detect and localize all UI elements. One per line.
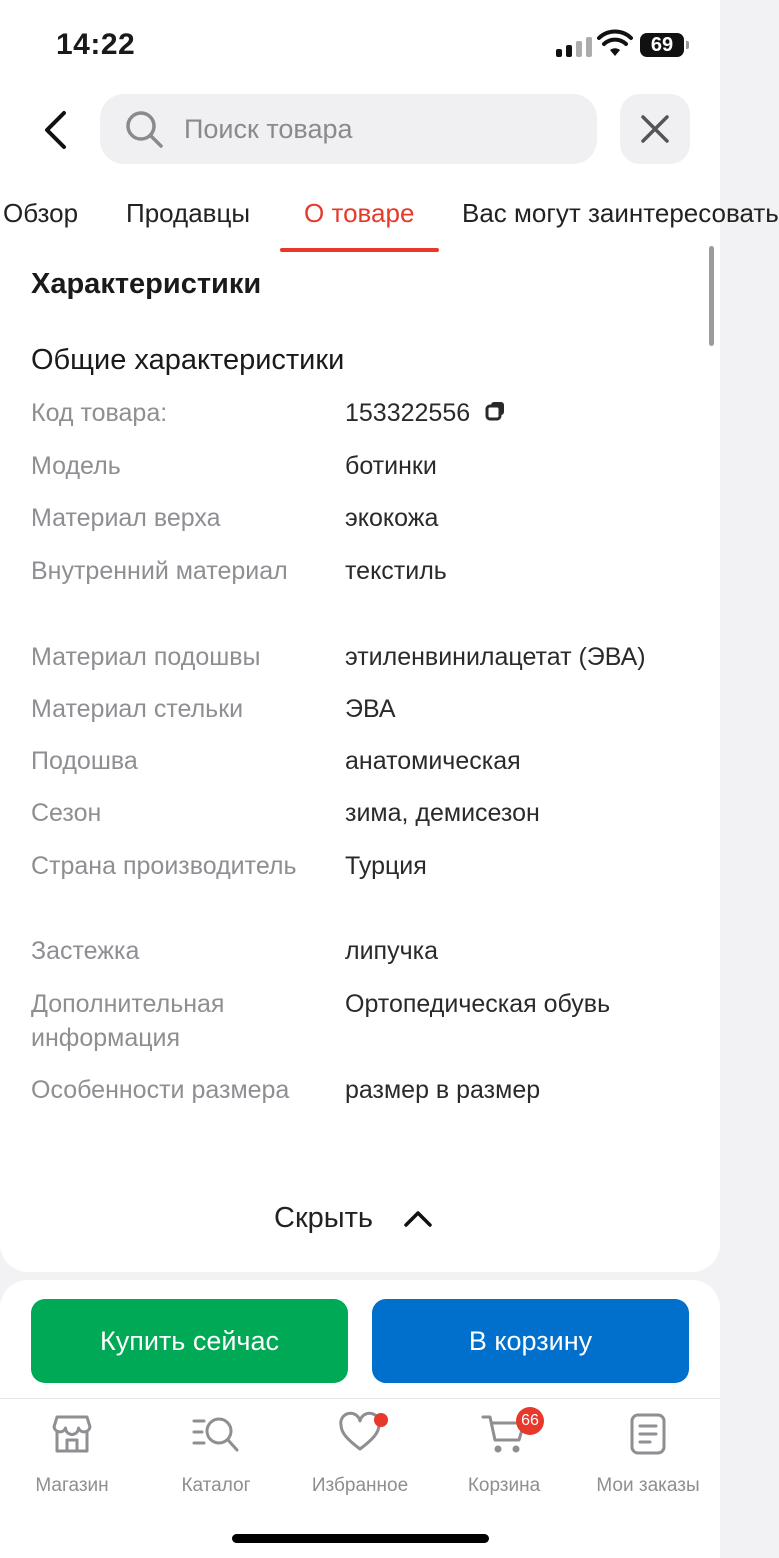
nav-label: Магазин bbox=[35, 1475, 109, 1496]
tab-about-product[interactable]: О товаре bbox=[304, 198, 415, 228]
spec-value: экокожа bbox=[345, 504, 439, 532]
home-indicator bbox=[232, 1534, 489, 1543]
spec-value: анатомическая bbox=[345, 747, 521, 775]
spec-value: этиленвинилацетат (ЭВА) bbox=[345, 643, 646, 671]
spec-value: размер в размер bbox=[345, 1076, 541, 1104]
spec-key: Внутренний материал bbox=[31, 557, 288, 585]
characteristics-card bbox=[0, 256, 720, 1272]
spec-key: Застежка bbox=[31, 937, 140, 965]
status-time: 14:22 bbox=[56, 28, 136, 61]
nav-label: Избранное bbox=[311, 1475, 409, 1496]
spec-value: Турция bbox=[345, 852, 427, 880]
spec-key: Дополнительная информация bbox=[31, 990, 225, 1052]
copy-icon[interactable] bbox=[485, 400, 507, 422]
tab-overview[interactable]: Обзор bbox=[3, 198, 79, 228]
search-placeholder: Поиск товара bbox=[184, 114, 353, 144]
product-tabs bbox=[0, 184, 779, 254]
cellular-signal-icon bbox=[556, 35, 592, 57]
battery-indicator: 69 bbox=[640, 33, 684, 57]
spec-key: Страна производитель bbox=[31, 852, 297, 880]
header bbox=[0, 88, 779, 256]
favorites-dot-indicator bbox=[374, 1413, 388, 1427]
spec-key: Материал подошвы bbox=[31, 643, 261, 671]
nav-item-orders[interactable] bbox=[576, 1413, 720, 1497]
nav-label: Корзина bbox=[467, 1475, 541, 1496]
spec-key: Код товара: bbox=[31, 399, 168, 427]
general-characteristics-title: Общие характеристики bbox=[31, 344, 345, 376]
spec-key: Материал верха bbox=[31, 504, 221, 532]
catalog-search-icon bbox=[192, 1413, 240, 1455]
nav-label: Каталог bbox=[181, 1475, 251, 1496]
close-icon bbox=[640, 114, 670, 144]
search-input[interactable] bbox=[100, 94, 597, 164]
cart-count-badge: 66 bbox=[516, 1407, 544, 1435]
tab-sellers[interactable]: Продавцы bbox=[126, 198, 251, 228]
status-bar bbox=[0, 0, 720, 88]
action-bar bbox=[0, 1280, 720, 1398]
spec-value: текстиль bbox=[345, 557, 447, 585]
chevron-left-icon bbox=[42, 110, 68, 150]
search-icon bbox=[124, 109, 164, 149]
collapse-button[interactable] bbox=[274, 1202, 433, 1235]
product-code: 153322556 bbox=[345, 399, 471, 427]
close-search-button[interactable] bbox=[620, 94, 690, 164]
collapse-label: Скрыть bbox=[274, 1202, 373, 1234]
nav-item-catalog[interactable] bbox=[144, 1413, 288, 1497]
spec-value: Ортопедическая обувь bbox=[345, 990, 611, 1018]
spec-value: ЭВА bbox=[345, 695, 396, 723]
spec-key: Сезон bbox=[31, 799, 102, 827]
scrollbar[interactable] bbox=[709, 246, 714, 346]
spec-key: Подошва bbox=[31, 747, 138, 775]
spec-key: Модель bbox=[31, 452, 121, 480]
spec-value: ботинки bbox=[345, 452, 437, 480]
nav-item-shop[interactable] bbox=[0, 1413, 144, 1497]
nav-item-cart[interactable] bbox=[432, 1413, 576, 1497]
spec-value: зима, демисезон bbox=[345, 799, 540, 827]
spec-key: Материал стельки bbox=[31, 695, 244, 723]
active-tab-indicator bbox=[280, 248, 439, 252]
shop-icon bbox=[51, 1413, 93, 1455]
nav-label: Мои заказы bbox=[596, 1475, 700, 1496]
characteristics-title: Характеристики bbox=[31, 268, 262, 300]
orders-icon bbox=[630, 1413, 666, 1455]
tab-recommendations[interactable]: Вас могут заинтересовать bbox=[462, 198, 779, 228]
buy-now-button[interactable]: Купить сейчас bbox=[31, 1299, 348, 1383]
wifi-icon bbox=[598, 32, 632, 58]
spec-value bbox=[345, 396, 705, 430]
nav-item-favorites[interactable] bbox=[288, 1413, 432, 1497]
chevron-up-icon bbox=[403, 1210, 433, 1228]
spec-key: Особенности размера bbox=[31, 1076, 290, 1104]
spec-value: липучка bbox=[345, 937, 439, 965]
back-button[interactable] bbox=[30, 104, 80, 156]
add-to-cart-button[interactable]: В корзину bbox=[372, 1299, 689, 1383]
